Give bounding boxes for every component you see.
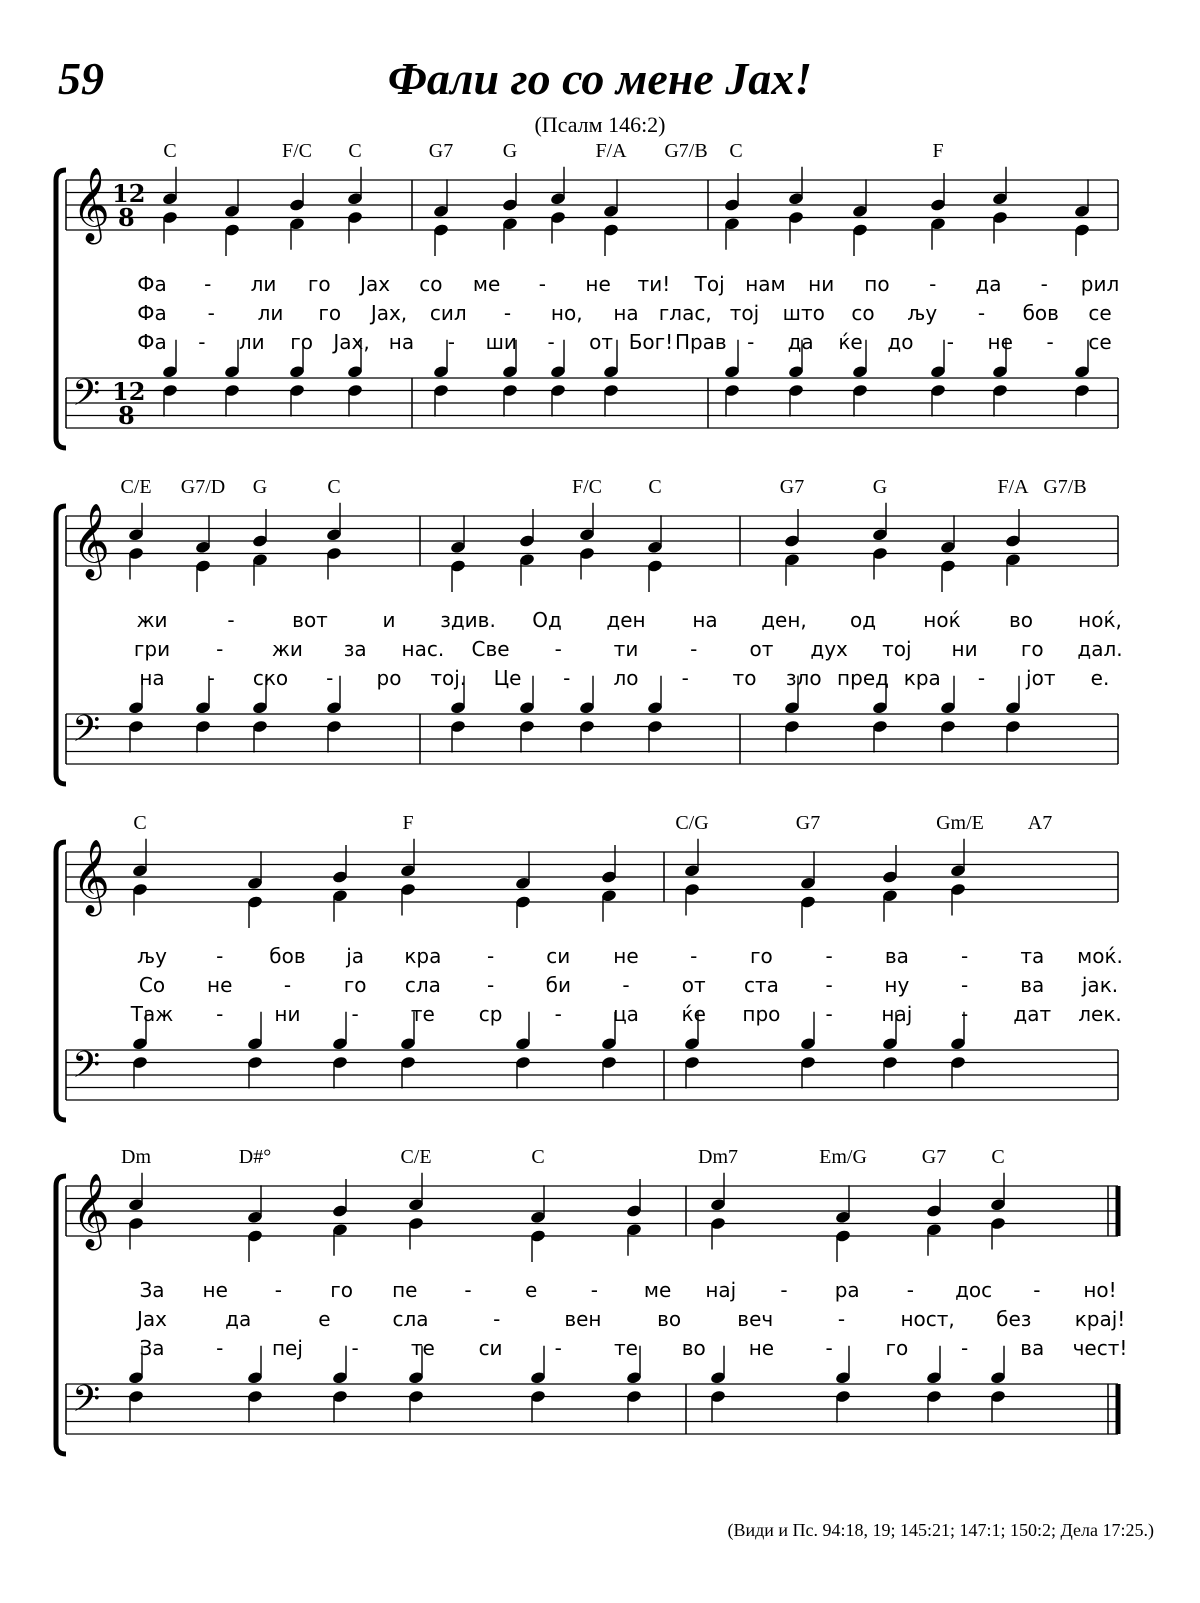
lyric-syllable: - <box>503 301 512 325</box>
lyric-syllable: - <box>216 1002 224 1026</box>
lyric-syllable: - <box>929 272 937 296</box>
bass-clef-icon: 𝄢 <box>72 1378 101 1429</box>
lyric-syllable: дос <box>955 1278 993 1302</box>
lyric-syllable: - <box>977 666 986 690</box>
system-3 <box>0 812 1200 1132</box>
lyric-syllable: - <box>977 301 986 325</box>
music-staves <box>0 476 1200 796</box>
lyric-syllable: Фа <box>137 272 167 296</box>
lyric-syllable: Со <box>138 973 166 997</box>
lyric-syllable: ши <box>485 330 517 354</box>
chord-symbol: C <box>991 1146 1005 1168</box>
lyric-syllable: си <box>478 1336 503 1360</box>
lyric-syllable: - <box>960 973 969 997</box>
lyric-syllable: - <box>554 637 562 661</box>
system-1 <box>0 140 1200 460</box>
system-2 <box>0 476 1200 796</box>
lyric-syllable: вот <box>292 608 328 632</box>
lyric-syllable: - <box>825 944 833 968</box>
lyric-syllable: се <box>1088 301 1112 325</box>
lyric-syllable: го <box>885 1336 909 1360</box>
lyric-syllable: - <box>207 301 215 325</box>
lyric-syllable: јот <box>1026 666 1056 690</box>
chord-symbol: Gm/E <box>936 812 984 834</box>
lyric-syllable: жи <box>136 608 168 632</box>
lyric-syllable: - <box>747 330 755 354</box>
lyric-syllable: - <box>590 1278 598 1302</box>
lyric-syllable: ста <box>743 973 779 997</box>
lyric-syllable: ли <box>238 330 265 354</box>
lyric-syllable: от <box>749 637 774 661</box>
chord-symbol: F <box>932 140 944 162</box>
lyric-syllable: не <box>987 330 1013 354</box>
lyric-syllable: дат <box>1013 1002 1052 1026</box>
chord-symbol: G <box>872 476 888 498</box>
lyric-syllable: Од <box>532 608 562 632</box>
lyric-syllable: - <box>681 666 689 690</box>
lyric-syllable: За <box>139 1278 165 1302</box>
treble-clef-icon: 𝄞 <box>72 168 110 242</box>
lyric-syllable: чест! <box>1072 1336 1128 1360</box>
lyric-syllable: Тој <box>694 272 725 296</box>
lyric-syllable: - <box>547 330 555 354</box>
lyric-syllable: што <box>782 301 825 325</box>
lyric-syllable: веч <box>737 1307 774 1331</box>
lyric-syllable: За <box>139 1336 165 1360</box>
lyric-syllable: зло <box>785 666 822 690</box>
lyric-syllable: го <box>290 330 314 354</box>
lyric-syllable: глас, <box>658 301 712 325</box>
lyric-syllable: ну <box>884 973 910 997</box>
lyric-syllable: ско <box>252 666 289 690</box>
lyric-syllable: да <box>975 272 1002 296</box>
system-bracket <box>56 506 66 784</box>
lyric-syllable: - <box>486 973 495 997</box>
lyric-syllable: бов <box>269 944 306 968</box>
lyric-syllable: љу <box>907 301 938 325</box>
lyric-syllable: не <box>207 973 233 997</box>
lyric-syllable: - <box>464 1278 472 1302</box>
lyric-syllable: дух <box>810 637 848 661</box>
lyric-syllable: е <box>318 1307 331 1331</box>
treble-clef-icon: 𝄞 <box>72 840 110 914</box>
lyric-syllable: за <box>343 637 367 661</box>
lyric-syllable: нас. <box>401 637 445 661</box>
lyric-syllable: ло <box>613 666 639 690</box>
lyric-syllable: си <box>546 944 571 968</box>
lyric-syllable: - <box>207 666 215 690</box>
lyric-syllable: љу <box>137 944 167 968</box>
lyric-syllable: ва <box>1020 1336 1045 1360</box>
lyric-syllable: е <box>525 1278 538 1302</box>
lyric-syllable: - <box>1046 330 1054 354</box>
time-signature-top: 12 <box>112 377 146 406</box>
lyric-syllable: го <box>343 973 367 997</box>
lyric-syllable: - <box>447 330 455 354</box>
lyric-syllable: го <box>307 272 331 296</box>
chord-symbol: F/C <box>571 476 603 498</box>
lyric-syllable: нај <box>881 1002 913 1026</box>
chord-symbol: F/A <box>595 140 627 162</box>
lyric-syllable: - <box>1033 1278 1041 1302</box>
lyric-syllable: на <box>613 301 639 325</box>
lyric-syllable: пред <box>837 666 889 690</box>
lyric-syllable: ва <box>884 944 909 968</box>
lyric-syllable: јак. <box>1081 973 1119 997</box>
lyric-syllable: Све <box>471 637 510 661</box>
lyric-syllable: го <box>330 1278 353 1302</box>
lyric-syllable: тој. <box>430 666 467 690</box>
lyric-syllable: ра <box>834 1278 860 1302</box>
lyric-syllable: - <box>216 1336 224 1360</box>
lyric-syllable: во <box>1008 608 1034 632</box>
lyric-syllable: те <box>410 1336 435 1360</box>
lyric-syllable: на <box>388 330 415 354</box>
lyric-syllable: - <box>554 1336 562 1360</box>
chord-symbol: G7 <box>921 1146 947 1168</box>
lyric-syllable: кра <box>903 666 941 690</box>
lyric-syllable: - <box>198 330 206 354</box>
psalm-reference: (Псалм 146:2) <box>534 112 666 137</box>
chord-symbol: C <box>648 476 662 498</box>
lyric-syllable: ср <box>478 1002 503 1026</box>
chord-symbol: F/A <box>997 476 1029 498</box>
lyric-syllable: без <box>996 1307 1032 1331</box>
lyric-syllable: - <box>825 1336 833 1360</box>
lyric-syllable: ден <box>606 608 646 632</box>
chord-symbol: G7 <box>795 812 821 834</box>
lyric-syllable: - <box>283 973 292 997</box>
lyric-syllable: ноќ <box>923 608 961 632</box>
chord-symbol: Em/G <box>819 1146 867 1168</box>
lyric-syllable: - <box>960 944 969 968</box>
music-staves <box>0 812 1200 1132</box>
treble-clef-icon: 𝄞 <box>72 504 110 578</box>
lyric-syllable: - <box>216 637 224 661</box>
lyric-syllable: - <box>960 1336 969 1360</box>
lyric-syllable: от <box>681 973 706 997</box>
music-staves <box>0 140 1200 460</box>
lyric-syllable: - <box>216 944 224 968</box>
lyric-syllable: - <box>204 272 212 296</box>
lyric-syllable: во <box>657 1307 682 1331</box>
hymn-number: 59 <box>58 53 104 104</box>
lyric-syllable: од <box>849 608 877 632</box>
lyric-syllable: но! <box>1083 1278 1117 1302</box>
lyric-syllable: пе <box>392 1278 418 1302</box>
lyric-syllable: те <box>614 1336 638 1360</box>
lyric-syllable: Јах, <box>333 330 370 354</box>
chord-symbol: C <box>531 1146 545 1168</box>
music-staves <box>0 1146 1200 1466</box>
lyric-syllable: - <box>837 1307 846 1331</box>
lyric-syllable: - <box>825 973 833 997</box>
lyric-syllable: ноќ, <box>1078 608 1122 632</box>
chord-symbol: G7/B <box>1043 476 1087 498</box>
lyric-syllable: Прав <box>674 330 727 354</box>
treble-clef-icon: 𝄞 <box>72 1174 110 1248</box>
lyric-syllable: нам <box>745 272 786 296</box>
lyric-syllable: - <box>274 1278 282 1302</box>
lyric-syllable: на <box>139 666 165 690</box>
lyric-syllable: со <box>851 301 875 325</box>
lyric-syllable: Фа <box>137 330 167 354</box>
lyric-syllable: дал. <box>1077 637 1123 661</box>
lyric-syllable: не <box>202 1278 228 1302</box>
lyric-syllable: ќе <box>681 1002 706 1026</box>
lyric-syllable: - <box>554 1002 562 1026</box>
lyric-syllable: - <box>690 944 698 968</box>
lyric-syllable: го <box>1020 637 1044 661</box>
lyric-syllable: Бог! <box>628 330 674 354</box>
lyric-syllable: лек. <box>1078 1002 1122 1026</box>
lyric-syllable: - <box>493 1307 501 1331</box>
lyric-syllable: - <box>486 944 495 968</box>
lyric-syllable: сла <box>392 1307 429 1331</box>
lyric-syllable: по <box>864 272 890 296</box>
chord-symbol: D#° <box>238 1146 272 1168</box>
lyric-syllable: ли <box>257 301 284 325</box>
lyric-syllable: ва <box>1020 973 1045 997</box>
lyric-syllable: та <box>1020 944 1045 968</box>
lyric-syllable: го <box>318 301 342 325</box>
lyric-syllable: - <box>351 1002 359 1026</box>
lyric-syllable: ден, <box>761 608 807 632</box>
lyric-syllable: - <box>1040 272 1048 296</box>
lyric-syllable: не <box>585 272 611 296</box>
lyric-syllable: - <box>227 608 235 632</box>
lyric-syllable: - <box>622 973 630 997</box>
lyric-syllable: ност, <box>900 1307 955 1331</box>
lyric-syllable: со <box>419 272 443 296</box>
lyric-syllable: крај! <box>1074 1307 1126 1331</box>
lyric-syllable: ти! <box>637 272 671 296</box>
lyric-syllable: да <box>225 1307 252 1331</box>
lyric-syllable: тој <box>729 301 760 325</box>
lyric-syllable: Це <box>493 666 522 690</box>
lyric-syllable: ца <box>613 1002 639 1026</box>
lyric-syllable: го <box>750 944 773 968</box>
lyric-syllable: - <box>960 1002 969 1026</box>
lyric-syllable: жи <box>271 637 303 661</box>
lyric-syllable: ја <box>346 944 365 968</box>
lyric-syllable: от <box>589 330 613 354</box>
chord-symbol: C <box>163 140 177 162</box>
lyric-syllable: вен <box>564 1307 602 1331</box>
lyric-syllable: те <box>410 1002 435 1026</box>
chord-symbol: G7 <box>428 140 454 162</box>
lyric-syllable: сла <box>404 973 441 997</box>
lyric-syllable: здив. <box>440 608 496 632</box>
chord-symbol: C/E <box>120 476 152 498</box>
lyric-syllable: пеј <box>271 1336 303 1360</box>
lyric-syllable: рил <box>1080 272 1120 296</box>
lyric-syllable: се <box>1088 330 1112 354</box>
chord-symbol: C <box>729 140 743 162</box>
lyric-syllable: да <box>787 330 814 354</box>
cross-references: (Види и Пс. 94:18, 19; 145:21; 147:1; 150:2; Дела 17:25.) <box>727 1520 1154 1540</box>
lyric-syllable: ќе <box>838 330 863 354</box>
time-signature-bottom: 8 <box>118 203 135 232</box>
lyric-syllable: - <box>825 1002 833 1026</box>
time-signature-bottom: 8 <box>118 401 135 430</box>
lyric-syllable: на <box>692 608 718 632</box>
lyric-syllable: - <box>351 1336 359 1360</box>
lyric-syllable: до <box>887 330 914 354</box>
lyric-syllable: - <box>946 330 954 354</box>
lyric-syllable: ни <box>274 1002 301 1026</box>
lyric-syllable: - <box>690 637 698 661</box>
lyric-syllable: ме <box>472 272 501 296</box>
lyric-syllable: бов <box>1022 301 1059 325</box>
system-bracket <box>56 842 66 1120</box>
bass-clef-icon: 𝄢 <box>72 1044 101 1095</box>
lyric-syllable: ли <box>250 272 277 296</box>
lyric-syllable: гри <box>133 637 171 661</box>
lyric-syllable: ни <box>808 272 835 296</box>
lyric-syllable: не <box>748 1336 775 1360</box>
chord-symbol: G <box>502 140 518 162</box>
lyric-syllable: про <box>742 1002 781 1026</box>
time-signature-top: 12 <box>112 179 146 208</box>
chord-symbol: G7 <box>779 476 805 498</box>
lyric-syllable: Јах, <box>370 301 408 325</box>
lyric-syllable: - <box>906 1278 914 1302</box>
lyric-syllable: Јах <box>360 272 391 296</box>
chord-symbol: C <box>133 812 147 834</box>
lyric-syllable: не <box>613 944 639 968</box>
chord-symbol: C <box>348 140 362 162</box>
chord-symbol: C/E <box>400 1146 432 1168</box>
lyric-syllable: во <box>681 1336 706 1360</box>
lyric-syllable: моќ. <box>1077 944 1123 968</box>
chord-symbol: G <box>252 476 268 498</box>
chord-symbol: G7/B <box>664 140 708 162</box>
lyric-syllable: то <box>732 666 757 690</box>
chord-symbol: F/C <box>281 140 313 162</box>
chord-symbol: G7/D <box>180 476 226 498</box>
chord-symbol: C/G <box>675 812 709 834</box>
lyric-syllable: ти <box>613 637 639 661</box>
bass-clef-icon: 𝄢 <box>72 708 101 759</box>
lyric-syllable: - <box>780 1278 788 1302</box>
lyric-syllable: Таж <box>130 1002 174 1026</box>
chord-symbol: C <box>327 476 341 498</box>
lyric-syllable: ни <box>951 637 978 661</box>
lyric-syllable: но, <box>550 301 583 325</box>
chord-symbol: F <box>402 812 414 834</box>
system-bracket <box>56 1176 66 1454</box>
lyric-syllable: тој <box>882 637 912 661</box>
system-4 <box>0 1146 1200 1466</box>
lyric-syllable: ме <box>643 1278 672 1302</box>
lyric-syllable: е. <box>1090 666 1110 690</box>
lyric-syllable: кра <box>404 944 442 968</box>
lyric-syllable: - <box>538 272 546 296</box>
lyric-syllable: Јах <box>137 1307 167 1331</box>
lyric-syllable: ро <box>376 666 402 690</box>
chord-symbol: Dm <box>121 1146 151 1168</box>
hymn-title: Фали го со мене Јах! <box>387 53 813 104</box>
chord-symbol: Dm7 <box>698 1146 738 1168</box>
lyric-syllable: - <box>563 666 571 690</box>
chord-symbol: A7 <box>1027 812 1053 834</box>
lyric-syllable: би <box>545 973 571 997</box>
lyric-syllable: нај <box>705 1278 737 1302</box>
system-bracket <box>56 170 66 448</box>
lyric-syllable: Фа <box>137 301 167 325</box>
lyric-syllable: сил <box>429 301 467 325</box>
lyric-syllable: и <box>382 608 396 632</box>
lyric-syllable: - <box>326 666 334 690</box>
bass-clef-icon: 𝄢 <box>72 372 101 423</box>
